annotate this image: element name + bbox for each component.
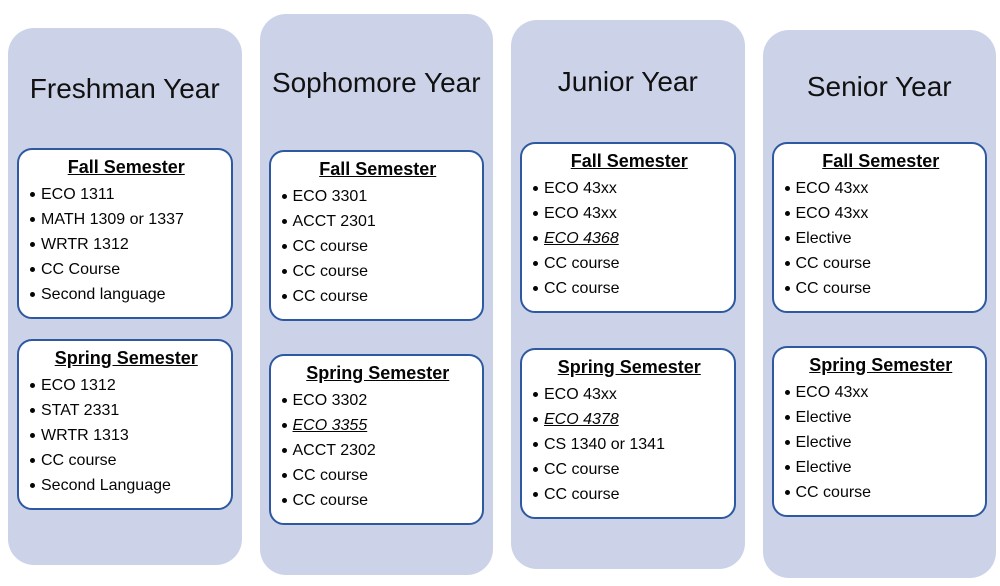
bullet-icon [282,448,287,453]
semester-title: Fall Semester [570,151,688,171]
bullet-icon [785,490,790,495]
course-list [280,388,477,513]
course-item [783,251,980,276]
course-item [28,232,225,257]
course-item [280,388,477,413]
bullet-icon [282,194,287,199]
course-item [280,234,477,259]
bullet-icon [30,383,35,388]
course-item [28,398,225,423]
course-item [531,432,728,457]
course-text: CC course [41,452,117,469]
year-title: Junior Year [557,65,698,97]
bullet-icon [533,211,538,216]
bullet-icon [533,467,538,472]
course-list [531,382,728,507]
bullet-icon [30,458,35,463]
course-text: ECO 4378 [544,411,619,428]
course-item [783,276,980,301]
semester-title: Spring Semester [809,355,953,375]
course-text: CC course [292,492,369,509]
course-text: ECO 43xx [795,180,869,197]
semester-card [772,346,988,517]
course-item [28,182,225,207]
semester-title: Fall Semester [67,157,185,177]
course-text: WRTR 1313 [41,427,129,444]
course-item [280,184,477,209]
course-item [531,382,728,407]
bullet-icon [533,417,538,422]
course-list [531,176,728,301]
course-text: Second language [41,286,166,303]
course-text: CC course [292,467,369,484]
course-item [280,463,477,488]
semester-card [17,339,233,510]
year-column-0 [8,28,242,565]
course-item [280,488,477,513]
bullet-icon [30,433,35,438]
course-text: Second Language [41,477,171,494]
year-column-1 [260,14,494,575]
course-item [531,407,728,432]
course-text: Elective [795,409,852,426]
course-text: ECO 3301 [292,188,368,205]
course-text: ACCT 2302 [292,442,376,459]
course-text: Elective [795,459,852,476]
bullet-icon [282,473,287,478]
course-text: CC course [292,263,369,280]
bullet-icon [282,423,287,428]
course-text: ECO 3355 [292,417,368,434]
course-text: CC course [795,280,872,297]
bullet-icon [30,242,35,247]
semester-card [520,348,736,519]
bullet-icon [30,217,35,222]
bullet-icon [30,267,35,272]
course-item [783,405,980,430]
course-item [783,176,980,201]
semester-card [17,148,233,319]
course-item [28,473,225,498]
course-text: CC course [544,255,620,272]
course-text: ECO 43xx [544,180,617,197]
bullet-icon [30,408,35,413]
bullet-icon [533,442,538,447]
semester-title: Fall Semester [319,159,437,179]
bullet-icon [785,390,790,395]
course-text: ECO 1312 [41,377,116,394]
bullet-icon [282,244,287,249]
bullet-icon [533,236,538,241]
course-item [531,482,728,507]
course-item [531,176,728,201]
course-text: ECO 3302 [292,392,368,409]
course-item [531,251,728,276]
course-item [783,380,980,405]
course-text: CC course [544,486,620,503]
course-text: CC course [795,484,872,501]
course-item [280,413,477,438]
bullet-icon [282,398,287,403]
semester-cards [8,148,242,510]
semester-card [269,150,485,321]
bullet-icon [533,392,538,397]
semester-cards [511,142,745,519]
bullet-icon [785,236,790,241]
semester-title: Spring Semester [557,357,701,377]
course-text: WRTR 1312 [41,236,129,253]
bullet-icon [785,286,790,291]
course-list [28,182,225,307]
bullet-icon [785,186,790,191]
course-text: MATH 1309 or 1337 [41,211,184,228]
course-text: ECO 1311 [41,186,115,203]
course-text: CC course [292,238,369,255]
course-item [28,448,225,473]
bullet-icon [282,219,287,224]
course-text: CC course [544,461,620,478]
course-text: ECO 43xx [544,205,617,222]
bullet-icon [785,440,790,445]
bullet-icon [785,261,790,266]
course-item [28,423,225,448]
semester-card [520,142,736,313]
bullet-icon [282,498,287,503]
course-item [280,284,477,309]
year-column-3 [763,30,997,578]
course-item [783,226,980,251]
course-list [783,176,980,301]
course-item [280,438,477,463]
course-text: CC course [795,255,872,272]
course-item [28,373,225,398]
course-text: ECO 43xx [795,384,869,401]
course-text: STAT 2331 [41,402,120,419]
semester-title: Spring Semester [54,348,198,368]
course-list [280,184,477,309]
bullet-icon [533,186,538,191]
course-text: CS 1340 or 1341 [544,436,665,453]
semester-cards [763,142,997,517]
bullet-icon [30,192,35,197]
course-text: Elective [795,434,852,451]
bullet-icon [533,492,538,497]
semester-cards [260,150,494,525]
bullet-icon [785,465,790,470]
course-text: ACCT 2301 [292,213,376,230]
course-text: CC course [292,288,369,305]
semester-title: Spring Semester [306,363,450,383]
bullet-icon [785,211,790,216]
course-list [28,373,225,498]
course-text: ECO 4368 [544,230,619,247]
course-text: ECO 43xx [795,205,869,222]
course-item [28,207,225,232]
course-item [531,276,728,301]
semester-title: Fall Semester [822,151,940,171]
course-item [783,201,980,226]
course-text: CC course [544,280,620,297]
year-title: Sophomore Year [271,66,481,98]
bullet-icon [282,294,287,299]
course-text: CC Course [41,261,121,278]
bullet-icon [30,483,35,488]
semester-card [269,354,485,525]
course-item [783,480,980,505]
course-text: ECO 43xx [544,386,617,403]
course-item [531,457,728,482]
course-item [28,257,225,282]
bullet-icon [282,269,287,274]
bullet-icon [533,286,538,291]
course-text: Elective [795,230,852,247]
course-item [531,226,728,251]
bullet-icon [785,415,790,420]
course-item [783,430,980,455]
course-item [280,259,477,284]
course-item [28,282,225,307]
course-item [783,455,980,480]
course-item [531,201,728,226]
bullet-icon [30,292,35,297]
year-column-2 [511,20,745,569]
year-title: Senior Year [806,70,952,102]
bullet-icon [533,261,538,266]
course-item [280,209,477,234]
semester-card [772,142,988,313]
course-list [783,380,980,505]
year-title: Freshman Year [29,72,220,104]
